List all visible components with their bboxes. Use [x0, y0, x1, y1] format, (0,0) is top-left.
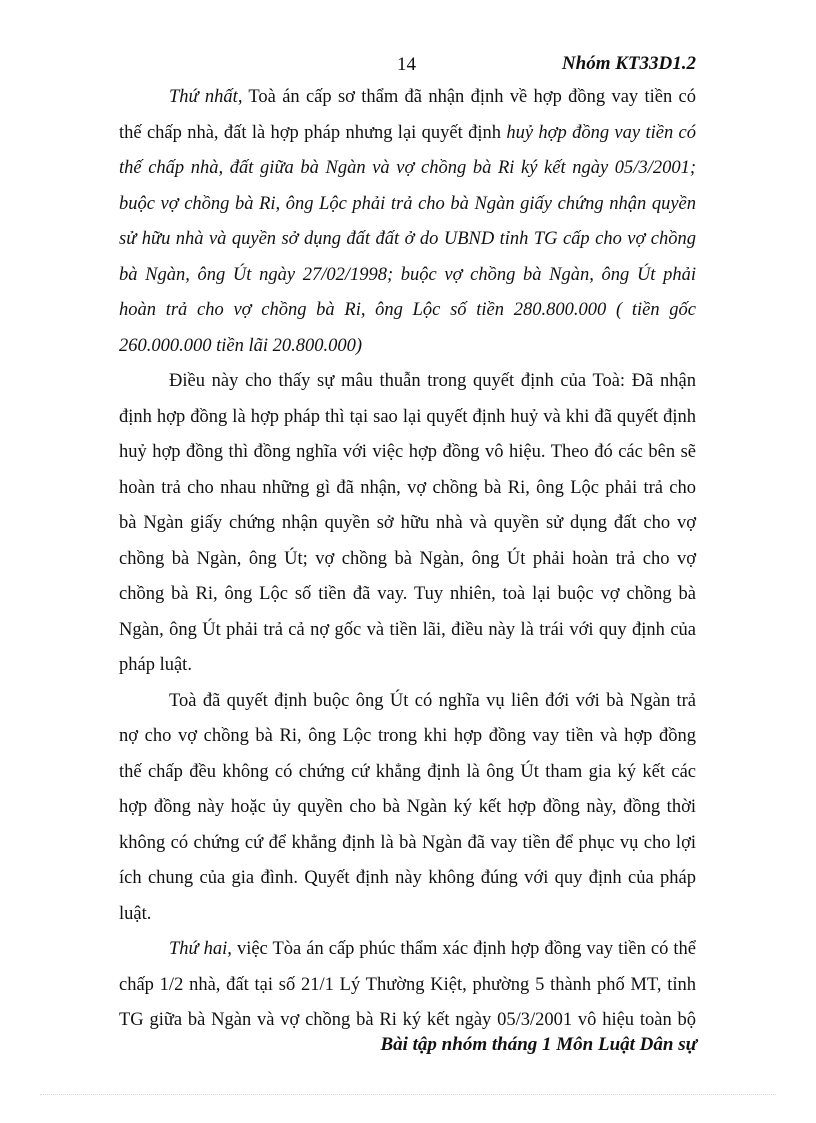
text-line: 260.000.000 tiền lãi 20.800.000) [119, 335, 363, 356]
paragraph-contradiction [119, 364, 696, 684]
text-line [119, 932, 696, 968]
page-bottom-divider [40, 1094, 776, 1095]
text-line: thế chấp nhà, đất giữa bà Ngàn và vợ chồng bà Ri ký kết ngày 05/3/2001; [119, 158, 696, 178]
text-line: ích chung của gia đình. Quyết định này không đúng với quy định của pháp [119, 868, 696, 888]
text-line: huỷ hợp đồng thì đồng nghĩa với việc hợp đồng vô hiệu. Theo đó các bên sẽ [119, 442, 696, 462]
italic-fragment: huỷ hợp đồng vay tiền có [506, 122, 696, 143]
text-fragment: Toà án cấp sơ thẩm đã nhận định về hợp đồng vay tiền có [242, 87, 696, 107]
text-line: luật. [119, 903, 152, 924]
text-line: hoàn trả cho nhau những gì đã nhận, vợ chồng bà Ri, ông Lộc phải trả cho [119, 477, 696, 498]
lead-phrase: Thứ nhất, [169, 87, 243, 107]
text-fragment: việc Tòa án cấp phúc thẩm xác định hợp đồng vay tiền có thể [231, 939, 696, 959]
body-text [119, 80, 696, 1039]
text-line: TG giữa bà Ngàn và vợ chồng bà Ri ký kết ngày 05/3/2001 vô hiệu toàn bộ [119, 1010, 696, 1030]
text-line: hoàn trả cho vợ chồng bà Ri, ông Lộc số tiền 280.800.000 ( tiền gốc [119, 300, 696, 320]
text-line: bà Ngàn giấy chứng nhận quyền sở hữu nhà và quyền sử dụng đất cho vợ [119, 513, 696, 533]
text-line: Điều này cho thấy sự mâu thuẫn trong quyết định của Toà: Đã nhận [169, 371, 696, 391]
group-label: Nhóm KT33D1.2 [561, 53, 696, 74]
text-line: bà Ngàn, ông Út ngày 27/02/1998; buộc vợ chồng bà Ngàn, ông Út phải [119, 264, 696, 285]
text-line: chồng bà Ri, ông Lộc số tiền đã vay. Tuy nhiên, toà lại buộc vợ chồng bà [119, 584, 696, 604]
text-line: chấp 1/2 nhà, đất tại số 21/1 Lý Thường Kiệt, phường 5 thành phố MT, tỉnh [119, 974, 696, 995]
paragraph-joint-liability [119, 684, 696, 933]
paragraph-first-point [119, 80, 696, 364]
page-number: 14 [397, 54, 416, 75]
text-line: buộc vợ chồng bà Ri, ông Lộc phải trả cho bà Ngàn giấy chứng nhận quyền [119, 193, 696, 214]
text-line: thế chấp đều không có chứng cứ khẳng định là ông Út tham gia ký kết các [119, 761, 696, 782]
text-line: Toà đã quyết định buộc ông Út có nghĩa vụ liên đới với bà Ngàn trả [169, 690, 696, 711]
footer-title: Bài tập nhóm tháng 1 Môn Luật Dân sự [380, 1034, 697, 1055]
text-line [119, 116, 696, 152]
text-line: Ngàn, ông Út phải trả cả nợ gốc và tiền lãi, điều này là trái với quy định của [119, 619, 696, 640]
text-line: pháp luật. [119, 655, 192, 675]
lead-phrase: Thứ hai, [169, 939, 232, 959]
text-line: hợp đồng này hoặc ủy quyền cho bà Ngàn ký kết hợp đồng này, đồng thời [119, 797, 696, 817]
paragraph-second-point [119, 932, 696, 1039]
text-line: nợ cho vợ chồng bà Ri, ông Lộc trong khi hợp đồng vay tiền và hợp đồng [119, 726, 696, 746]
text-line: định hợp đồng là hợp pháp thì tại sao lại quyết định huỷ và khi đã quyết định [119, 406, 696, 427]
text-fragment: thế chấp nhà, đất là hợp pháp nhưng lại quyết định [119, 122, 507, 143]
text-line: chồng bà Ngàn, ông Út; vợ chồng bà Ngàn, ông Út phải hoàn trả cho vợ [119, 548, 696, 569]
text-line: sử hữu nhà và quyền sở dụng đất đất ở do UBND tỉnh TG cấp cho vợ chồng [119, 229, 696, 249]
text-line: không có chứng cứ để khẳng định là bà Ngàn đã vay tiền để phục vụ cho lợi [119, 832, 696, 853]
text-line [119, 80, 696, 116]
